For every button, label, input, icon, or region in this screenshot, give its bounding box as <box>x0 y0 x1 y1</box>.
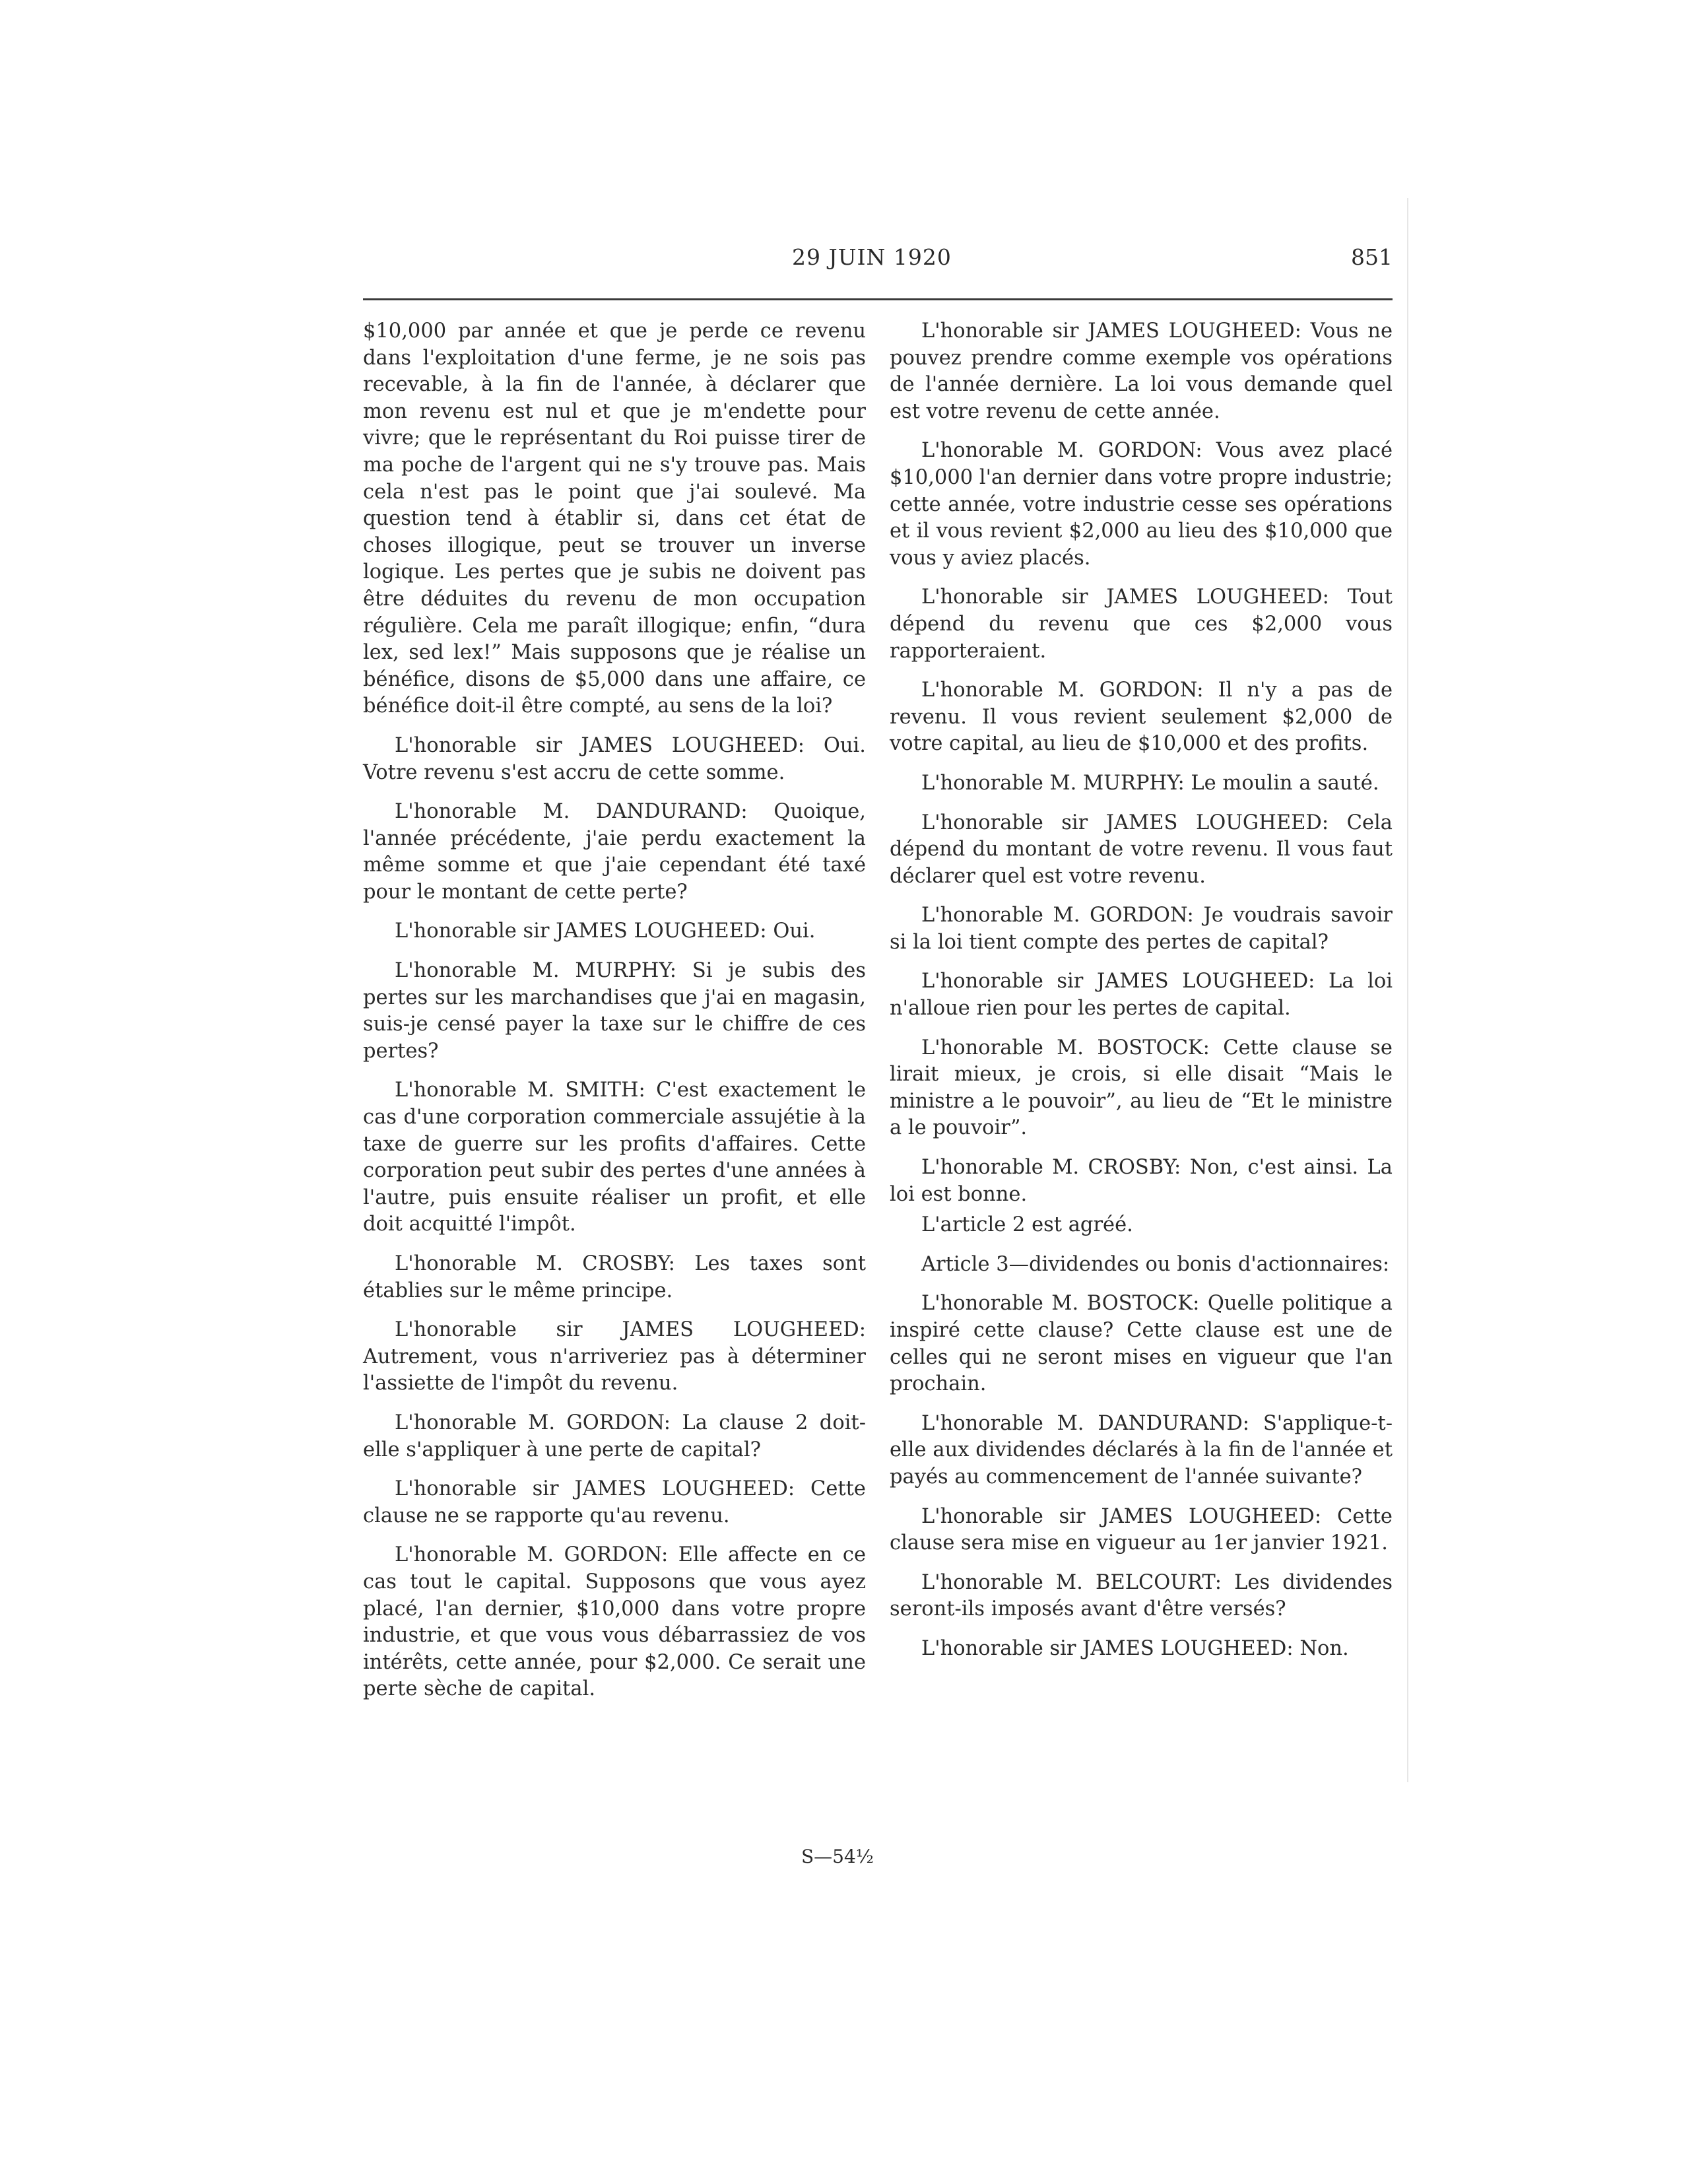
left-column <box>363 318 866 1716</box>
paragraph: L'honorable M. GORDON: La clause 2 doit-elle s'appliquer à une perte de capital? <box>363 1411 866 1461</box>
scan-edge <box>1407 198 1408 1782</box>
paragraph: L'honorable M. CROSBY: Non, c'est ainsi. La loi est bonne. <box>890 1156 1393 1206</box>
paragraph: L'honorable M. GORDON: Vous avez placé $10,000 l'an dernier dans votre propre industrie; cette année, votre industrie cesse ses opérations et il vous revient $2,000 au lieu des $10,000 que vous y aviez placés. <box>890 439 1393 570</box>
paragraph: L'honorable sir JAMES LOUGHEED: Vous ne pouvez prendre comme exemple vos opérations de l'année dernière. La loi vous demande quel est votre revenu de cette année. <box>890 319 1393 423</box>
page-number: 851 <box>1351 244 1393 270</box>
paragraph: L'honorable sir JAMES LOUGHEED: Tout dépend du revenu que ces $2,000 vous rapporteraient. <box>890 585 1393 663</box>
paragraph: L'honorable M. BOSTOCK: Cette clause se lirait mieux, je crois, si elle disait “Mais le ministre a le pouvoir”, au lieu de “Et le ministre a le pouvoir”. <box>890 1036 1393 1140</box>
page-header <box>363 239 1393 279</box>
paragraph: L'honorable sir JAMES LOUGHEED: Non. <box>921 1636 1349 1660</box>
paragraph: L'honorable M. CROSBY: Les taxes sont établies sur le même principe. <box>363 1252 866 1302</box>
paragraph: L'honorable M. GORDON: Je voudrais savoir si la loi tient compte des pertes de capital? <box>890 904 1393 954</box>
paragraph: L'honorable sir JAMES LOUGHEED: Cette clause sera mise en vigueur au 1er janvier 1921. <box>890 1504 1393 1555</box>
paragraph: L'honorable M. SMITH: C'est exactement le cas d'une corporation commerciale assujétie à la taxe de guerre sur les profits d'affaires. Cette corporation peut subir des pertes d'une années à l'autre, puis ensuite réaliser un profit, et elle doit acquitté l'impôt. <box>363 1079 866 1236</box>
paragraph: $10,000 par année et que je perde ce revenu dans l'exploitation d'une ferme, je ne sois pas recevable, à la fin de l'année, à déclarer que mon revenu est nul et que je m'endette pour vivre; que le représentant du Roi puisse tirer de ma poche de l'argent qui ne s'y trouve pas. Mais cela n'est pas le point que j'ai soulevé. Ma question tend à établir si, dans cet état de choses illogique, peut se trouver un inverse logique. Les pertes que je subis ne doivent pas être déduites du revenu de mon occupation régulière. Cela me paraît illogique; enfin, “dura lex, sed lex!” Mais supposons que je réalise un bénéfice, disons de $5,000 dans une affaire, ce bénéfice doit-il être compté, au sens de la loi? <box>363 319 866 718</box>
paragraph: L'honorable M. DANDURAND: Quoique, l'année précédente, j'aie perdu exactement la même somme et que j'aie cependant été taxé pour le montant de cette perte? <box>363 800 866 904</box>
paragraph: L'article 2 est agréé. <box>921 1213 1133 1237</box>
printer-signature: S—54½ <box>801 1846 874 1867</box>
paragraph: L'honorable sir JAMES LOUGHEED: Oui. Votre revenu s'est accru de cette somme. <box>363 733 866 784</box>
right-column <box>890 318 1393 1675</box>
paragraph: L'honorable sir JAMES LOUGHEED: Cela dépend du montant de votre revenu. Il vous faut déclarer quel est votre revenu. <box>890 811 1393 888</box>
paragraph: L'honorable M. MURPHY: Le moulin a sauté. <box>921 771 1379 795</box>
paragraph: L'honorable sir JAMES LOUGHEED: Oui. <box>395 919 816 943</box>
paragraph: L'honorable M. GORDON: Elle affecte en ce cas tout le capital. Supposons que vous ayez placé, l'an dernier, $10,000 dans votre propre industrie, et que vous vous débarrassiez de vos intérêts, cette année, pour $2,000. Ce serait une perte sèche de capital. <box>363 1543 866 1701</box>
paragraph: Article 3—dividendes ou bonis d'actionnaires: <box>921 1252 1390 1276</box>
header-date: 29 JUIN 1920 <box>792 244 952 270</box>
paragraph: L'honorable M. MURPHY: Si je subis des pertes sur les marchandises que j'ai en magasin, suis-je censé payer la taxe sur le chiffre de ces pertes? <box>363 959 866 1063</box>
paragraph: L'honorable M. GORDON: Il n'y a pas de revenu. Il vous revient seulement $2,000 de votre capital, au lieu de $10,000 et des profits. <box>890 679 1393 756</box>
paragraph: L'honorable M. BOSTOCK: Quelle politique a inspiré cette clause? Cette clause est une de celles qui ne seront mises en vigueur que l'an prochain. <box>890 1292 1393 1396</box>
paragraph: L'honorable sir JAMES LOUGHEED: Autrement, vous n'arriveriez pas à déterminer l'assiette de l'impôt du revenu. <box>363 1318 866 1395</box>
paragraph: L'honorable sir JAMES LOUGHEED: La loi n'alloue rien pour les pertes de capital. <box>890 970 1393 1020</box>
paragraph: L'honorable M. DANDURAND: S'applique-t-elle aux dividendes déclarés à la fin de l'année et payés au commencement de l'année suivante? <box>890 1411 1393 1488</box>
paragraph: L'honorable M. BELCOURT: Les dividendes seront-ils imposés avant d'être versés? <box>890 1570 1393 1621</box>
header-rule <box>363 298 1393 300</box>
paragraph: L'honorable sir JAMES LOUGHEED: Cette clause ne se rapporte qu'au revenu. <box>363 1477 866 1527</box>
